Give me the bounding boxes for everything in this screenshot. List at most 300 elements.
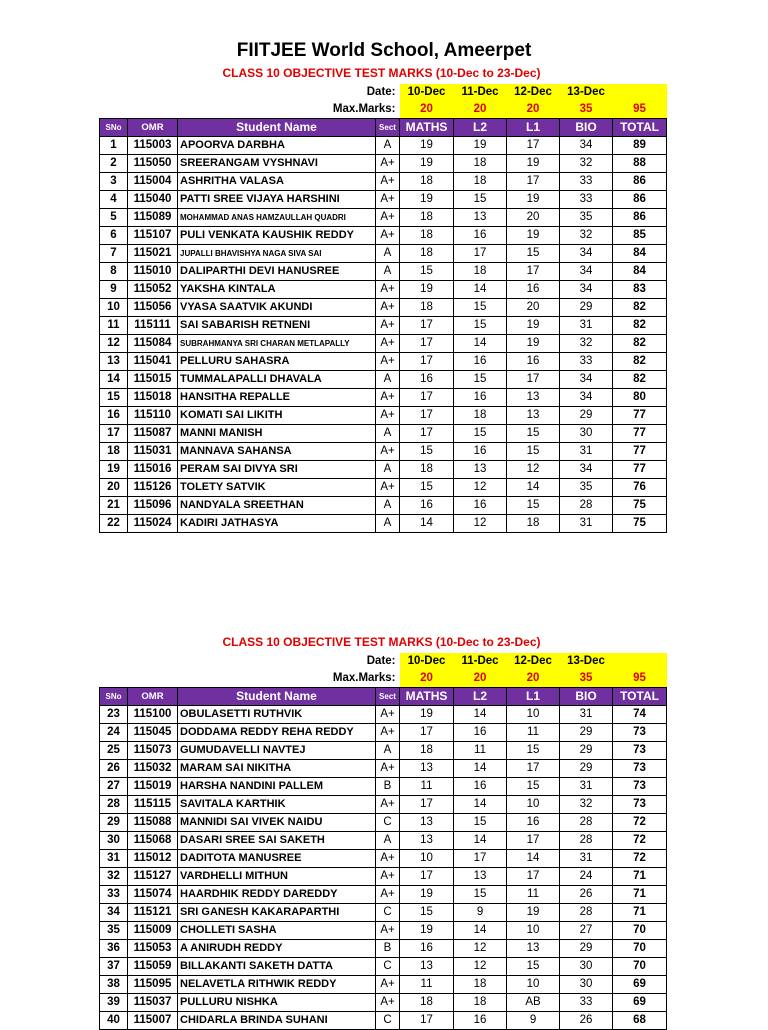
cell-sect: A+ [376, 209, 400, 227]
cell-bio: 33 [560, 994, 613, 1012]
cell-student-name: PULLURU NISHKA [178, 994, 376, 1012]
cell-total: 71 [613, 868, 667, 886]
cell-student-name: NANDYALA SREETHAN [178, 497, 376, 515]
cell-sno: 21 [100, 497, 128, 515]
cell-l2: 17 [454, 850, 507, 868]
cell-total: 89 [613, 137, 667, 155]
cell-bio: 34 [560, 371, 613, 389]
cell-omr: 115095 [128, 976, 178, 994]
header-l2: L2 [454, 688, 507, 706]
cell-bio: 32 [560, 227, 613, 245]
cell-l1: 18 [507, 515, 560, 533]
cell-total: 73 [613, 724, 667, 742]
cell-l1: 10 [507, 976, 560, 994]
header-student-name: Student Name [178, 119, 376, 137]
cell-sect: A+ [376, 353, 400, 371]
header-sect: Sect [376, 119, 400, 137]
cell-maths: 17 [400, 335, 454, 353]
cell-sect: C [376, 814, 400, 832]
table-row [100, 850, 667, 868]
cell-sect: A [376, 371, 400, 389]
cell-sect: A+ [376, 760, 400, 778]
table-row [100, 137, 667, 155]
cell-student-name: NELAVETLA RITHWIK REDDY [178, 976, 376, 994]
header-maths: MATHS [400, 688, 454, 706]
cell-sno: 27 [100, 778, 128, 796]
date-cell-4: 13-Dec [560, 653, 613, 670]
cell-maths: 17 [400, 353, 454, 371]
cell-student-name: HARSHA NANDINI PALLEM [178, 778, 376, 796]
cell-l1: 15 [507, 742, 560, 760]
cell-sect: C [376, 904, 400, 922]
cell-omr: 115127 [128, 868, 178, 886]
cell-maths: 18 [400, 994, 454, 1012]
table-row [100, 515, 667, 533]
cell-l2: 13 [454, 461, 507, 479]
cell-maths: 19 [400, 922, 454, 940]
cell-l2: 16 [454, 1012, 507, 1030]
cell-total: 73 [613, 742, 667, 760]
cell-omr: 115040 [128, 191, 178, 209]
cell-maths: 15 [400, 904, 454, 922]
cell-total: 70 [613, 958, 667, 976]
cell-total: 73 [613, 760, 667, 778]
cell-omr: 115073 [128, 742, 178, 760]
cell-total: 69 [613, 976, 667, 994]
cell-maths: 18 [400, 209, 454, 227]
cell-l1: 10 [507, 922, 560, 940]
cell-sno: 30 [100, 832, 128, 850]
cell-maths: 13 [400, 832, 454, 850]
cell-l2: 16 [454, 724, 507, 742]
cell-bio: 34 [560, 389, 613, 407]
table-row [100, 155, 667, 173]
cell-l2: 12 [454, 515, 507, 533]
cell-omr: 115121 [128, 904, 178, 922]
table-row [100, 245, 667, 263]
max-marks-cell-4: 35 [560, 670, 613, 688]
cell-l2: 14 [454, 281, 507, 299]
cell-total: 82 [613, 335, 667, 353]
cell-l1: 15 [507, 245, 560, 263]
table-row [100, 461, 667, 479]
cell-sno: 36 [100, 940, 128, 958]
cell-maths: 18 [400, 227, 454, 245]
cell-total: 72 [613, 832, 667, 850]
header-bio: BIO [560, 688, 613, 706]
table-row [100, 479, 667, 497]
table-row [100, 335, 667, 353]
cell-sno: 16 [100, 407, 128, 425]
cell-maths: 16 [400, 940, 454, 958]
cell-maths: 18 [400, 742, 454, 760]
cell-l1: 16 [507, 814, 560, 832]
header-l1: L1 [507, 688, 560, 706]
cell-l1: 16 [507, 353, 560, 371]
cell-student-name: DODDAMA REDDY REHA REDDY [178, 724, 376, 742]
cell-l1: 20 [507, 299, 560, 317]
cell-sno: 39 [100, 994, 128, 1012]
cell-student-name: PATTI SREE VIJAYA HARSHINI [178, 191, 376, 209]
max-marks-row [100, 101, 667, 119]
cell-l2: 19 [454, 137, 507, 155]
cell-sno: 1 [100, 137, 128, 155]
cell-sect: A+ [376, 994, 400, 1012]
cell-l2: 16 [454, 227, 507, 245]
cell-sno: 22 [100, 515, 128, 533]
max-marks-cell-3: 20 [507, 101, 560, 119]
cell-l1: 20 [507, 209, 560, 227]
cell-omr: 115007 [128, 1012, 178, 1030]
cell-sect: A [376, 263, 400, 281]
max-marks-cell-1: 20 [400, 101, 454, 119]
cell-student-name: HAARDHIK REDDY DAREDDY [178, 886, 376, 904]
table-row [100, 922, 667, 940]
cell-total: 75 [613, 515, 667, 533]
cell-sect: A [376, 742, 400, 760]
max-marks-cell-2: 20 [454, 101, 507, 119]
table-row [100, 814, 667, 832]
date-cell-empty [613, 84, 667, 101]
table-row [100, 1012, 667, 1030]
cell-student-name: TUMMALAPALLI DHAVALA [178, 371, 376, 389]
cell-l1: 14 [507, 479, 560, 497]
cell-student-name: MANNAVA SAHANSA [178, 443, 376, 461]
cell-maths: 17 [400, 724, 454, 742]
cell-total: 73 [613, 796, 667, 814]
cell-l2: 16 [454, 443, 507, 461]
cell-l2: 14 [454, 335, 507, 353]
cell-sect: A+ [376, 850, 400, 868]
cell-l1: 9 [507, 1012, 560, 1030]
cell-omr: 115059 [128, 958, 178, 976]
cell-l1: 17 [507, 832, 560, 850]
marks-table-1 [99, 84, 667, 533]
cell-total: 70 [613, 922, 667, 940]
cell-l1: 14 [507, 850, 560, 868]
cell-student-name: OBULASETTI RUTHVIK [178, 706, 376, 724]
table-row [100, 371, 667, 389]
cell-omr: 115087 [128, 425, 178, 443]
cell-omr: 115009 [128, 922, 178, 940]
cell-bio: 28 [560, 497, 613, 515]
max-marks-cell-4: 35 [560, 101, 613, 119]
cell-maths: 13 [400, 958, 454, 976]
cell-sno: 28 [100, 796, 128, 814]
cell-bio: 31 [560, 850, 613, 868]
cell-bio: 33 [560, 191, 613, 209]
header-l2: L2 [454, 119, 507, 137]
cell-l1: 17 [507, 173, 560, 191]
cell-sect: A+ [376, 281, 400, 299]
cell-l2: 16 [454, 353, 507, 371]
cell-maths: 11 [400, 976, 454, 994]
cell-omr: 115052 [128, 281, 178, 299]
cell-sno: 15 [100, 389, 128, 407]
cell-omr: 115074 [128, 886, 178, 904]
cell-total: 73 [613, 778, 667, 796]
cell-bio: 26 [560, 1012, 613, 1030]
cell-l1: 15 [507, 497, 560, 515]
cell-bio: 32 [560, 335, 613, 353]
cell-maths: 16 [400, 371, 454, 389]
marks-section-2 [99, 634, 666, 1030]
max-marks-label: Max.Marks: [332, 672, 396, 684]
cell-l1: 13 [507, 940, 560, 958]
cell-l1: 11 [507, 886, 560, 904]
date-cell-3: 12-Dec [507, 84, 560, 101]
cell-l1: 17 [507, 263, 560, 281]
cell-omr: 115024 [128, 515, 178, 533]
cell-maths: 18 [400, 299, 454, 317]
cell-bio: 24 [560, 868, 613, 886]
cell-sect: A+ [376, 479, 400, 497]
cell-l2: 15 [454, 317, 507, 335]
header-omr: OMR [128, 119, 178, 137]
cell-total: 84 [613, 245, 667, 263]
cell-sect: A+ [376, 976, 400, 994]
cell-omr: 115041 [128, 353, 178, 371]
cell-sno: 38 [100, 976, 128, 994]
table-row [100, 868, 667, 886]
cell-l1: 10 [507, 706, 560, 724]
header-sect: Sect [376, 688, 400, 706]
table-row [100, 191, 667, 209]
cell-maths: 17 [400, 317, 454, 335]
cell-bio: 35 [560, 479, 613, 497]
max-marks-label: Max.Marks: [332, 103, 396, 115]
cell-bio: 33 [560, 173, 613, 191]
cell-sect: A [376, 425, 400, 443]
cell-sect: A+ [376, 191, 400, 209]
cell-omr: 115084 [128, 335, 178, 353]
cell-bio: 35 [560, 209, 613, 227]
cell-student-name: KOMATI SAI LIKITH [178, 407, 376, 425]
date-cell-1: 10-Dec [400, 84, 454, 101]
cell-bio: 30 [560, 425, 613, 443]
cell-maths: 17 [400, 1012, 454, 1030]
cell-sect: C [376, 1012, 400, 1030]
table-row [100, 353, 667, 371]
table-row [100, 796, 667, 814]
cell-sect: A+ [376, 299, 400, 317]
max-marks-cell-2: 20 [454, 670, 507, 688]
school-title: FIITJEE World School, Ameerpet [236, 40, 532, 61]
table-row [100, 497, 667, 515]
cell-bio: 34 [560, 137, 613, 155]
cell-student-name: GUMUDAVELLI NAVTEJ [178, 742, 376, 760]
cell-total: 86 [613, 173, 667, 191]
cell-omr: 115032 [128, 760, 178, 778]
cell-sect: A+ [376, 227, 400, 245]
cell-bio: 34 [560, 461, 613, 479]
cell-l2: 15 [454, 886, 507, 904]
cell-omr: 115100 [128, 706, 178, 724]
cell-student-name: PULI VENKATA KAUSHIK REDDY [178, 227, 376, 245]
header-row [100, 119, 667, 137]
cell-bio: 28 [560, 814, 613, 832]
cell-total: 77 [613, 443, 667, 461]
cell-sno: 32 [100, 868, 128, 886]
cell-l2: 11 [454, 742, 507, 760]
cell-total: 83 [613, 281, 667, 299]
cell-maths: 17 [400, 425, 454, 443]
cell-maths: 17 [400, 796, 454, 814]
cell-sect: A+ [376, 407, 400, 425]
cell-bio: 31 [560, 317, 613, 335]
cell-l1: 17 [507, 868, 560, 886]
date-cell-1: 10-Dec [400, 653, 454, 670]
cell-bio: 26 [560, 886, 613, 904]
table-row [100, 281, 667, 299]
date-label: Date: [366, 86, 396, 98]
cell-omr: 115110 [128, 407, 178, 425]
cell-student-name: SRI GANESH KAKARAPARTHI [178, 904, 376, 922]
cell-sno: 18 [100, 443, 128, 461]
cell-maths: 16 [400, 497, 454, 515]
cell-sno: 23 [100, 706, 128, 724]
cell-student-name: HANSITHA REPALLE [178, 389, 376, 407]
cell-maths: 14 [400, 515, 454, 533]
cell-sno: 5 [100, 209, 128, 227]
cell-l1: 17 [507, 760, 560, 778]
cell-sno: 3 [100, 173, 128, 191]
cell-maths: 18 [400, 173, 454, 191]
cell-l2: 14 [454, 760, 507, 778]
table-row [100, 425, 667, 443]
cell-bio: 31 [560, 515, 613, 533]
max-marks-cell-5: 95 [613, 101, 667, 119]
cell-omr: 115111 [128, 317, 178, 335]
cell-total: 82 [613, 317, 667, 335]
cell-student-name: KADIRI JATHASYA [178, 515, 376, 533]
cell-sect: A+ [376, 868, 400, 886]
cell-omr: 115107 [128, 227, 178, 245]
cell-bio: 27 [560, 922, 613, 940]
cell-total: 68 [613, 1012, 667, 1030]
cell-sect: A [376, 137, 400, 155]
cell-sect: A+ [376, 155, 400, 173]
cell-total: 69 [613, 994, 667, 1012]
cell-sno: 34 [100, 904, 128, 922]
header-maths: MATHS [400, 119, 454, 137]
table-row [100, 994, 667, 1012]
cell-student-name: SUBRAHMANYA SRI CHARAN METLAPALLY [178, 335, 376, 353]
max-marks-cell-5: 95 [613, 670, 667, 688]
cell-student-name: TOLETY SATVIK [178, 479, 376, 497]
cell-total: 74 [613, 706, 667, 724]
cell-l2: 13 [454, 868, 507, 886]
cell-omr: 115056 [128, 299, 178, 317]
table-row [100, 778, 667, 796]
cell-student-name: SREERANGAM VYSHNAVI [178, 155, 376, 173]
cell-student-name: PELLURU SAHASRA [178, 353, 376, 371]
cell-student-name: BILLAKANTI SAKETH DATTA [178, 958, 376, 976]
cell-sno: 9 [100, 281, 128, 299]
date-cell-empty [613, 653, 667, 670]
cell-bio: 29 [560, 299, 613, 317]
cell-student-name: MOHAMMAD ANAS HAMZAULLAH QUADRI [178, 209, 376, 227]
cell-sno: 11 [100, 317, 128, 335]
cell-bio: 32 [560, 796, 613, 814]
cell-sno: 7 [100, 245, 128, 263]
cell-sect: B [376, 940, 400, 958]
cell-student-name: JUPALLI BHAVISHYA NAGA SIVA SAI [178, 245, 376, 263]
cell-sect: A+ [376, 724, 400, 742]
header-omr: OMR [128, 688, 178, 706]
header-sno: SNo [100, 688, 128, 706]
cell-sect: A+ [376, 443, 400, 461]
cell-student-name: DASARI SREE SAI SAKETH [178, 832, 376, 850]
cell-omr: 115126 [128, 479, 178, 497]
table-row [100, 742, 667, 760]
cell-l1: 19 [507, 904, 560, 922]
cell-omr: 115053 [128, 940, 178, 958]
cell-omr: 115012 [128, 850, 178, 868]
cell-student-name: CHOLLETI SASHA [178, 922, 376, 940]
cell-omr: 115021 [128, 245, 178, 263]
cell-l2: 18 [454, 976, 507, 994]
cell-omr: 115031 [128, 443, 178, 461]
cell-sect: A+ [376, 317, 400, 335]
cell-omr: 115045 [128, 724, 178, 742]
cell-l2: 12 [454, 479, 507, 497]
cell-bio: 29 [560, 742, 613, 760]
cell-bio: 31 [560, 778, 613, 796]
cell-sect: A [376, 832, 400, 850]
cell-l2: 14 [454, 706, 507, 724]
cell-sect: B [376, 778, 400, 796]
cell-sect: A+ [376, 922, 400, 940]
date-row [100, 653, 667, 670]
date-row [100, 84, 667, 101]
cell-bio: 34 [560, 263, 613, 281]
table-row [100, 886, 667, 904]
cell-l2: 15 [454, 299, 507, 317]
cell-sno: 14 [100, 371, 128, 389]
cell-bio: 29 [560, 724, 613, 742]
cell-student-name: YAKSHA KINTALA [178, 281, 376, 299]
cell-l1: 16 [507, 281, 560, 299]
cell-sno: 24 [100, 724, 128, 742]
cell-omr: 115010 [128, 263, 178, 281]
cell-maths: 15 [400, 479, 454, 497]
cell-sno: 2 [100, 155, 128, 173]
cell-total: 77 [613, 425, 667, 443]
cell-sno: 33 [100, 886, 128, 904]
cell-total: 86 [613, 191, 667, 209]
date-label: Date: [366, 655, 396, 667]
cell-omr: 115003 [128, 137, 178, 155]
cell-l1: AB [507, 994, 560, 1012]
cell-l2: 17 [454, 245, 507, 263]
cell-l1: 11 [507, 724, 560, 742]
cell-total: 72 [613, 850, 667, 868]
cell-student-name: VYASA SAATVIK AKUNDI [178, 299, 376, 317]
cell-student-name: MARAM SAI NIKITHA [178, 760, 376, 778]
cell-omr: 115018 [128, 389, 178, 407]
table-row [100, 443, 667, 461]
table-row [100, 227, 667, 245]
cell-omr: 115068 [128, 832, 178, 850]
cell-l1: 17 [507, 137, 560, 155]
cell-sect: C [376, 958, 400, 976]
max-marks-row [100, 670, 667, 688]
cell-maths: 13 [400, 814, 454, 832]
header-total: TOTAL [613, 119, 667, 137]
cell-sect: A [376, 515, 400, 533]
cell-sno: 13 [100, 353, 128, 371]
